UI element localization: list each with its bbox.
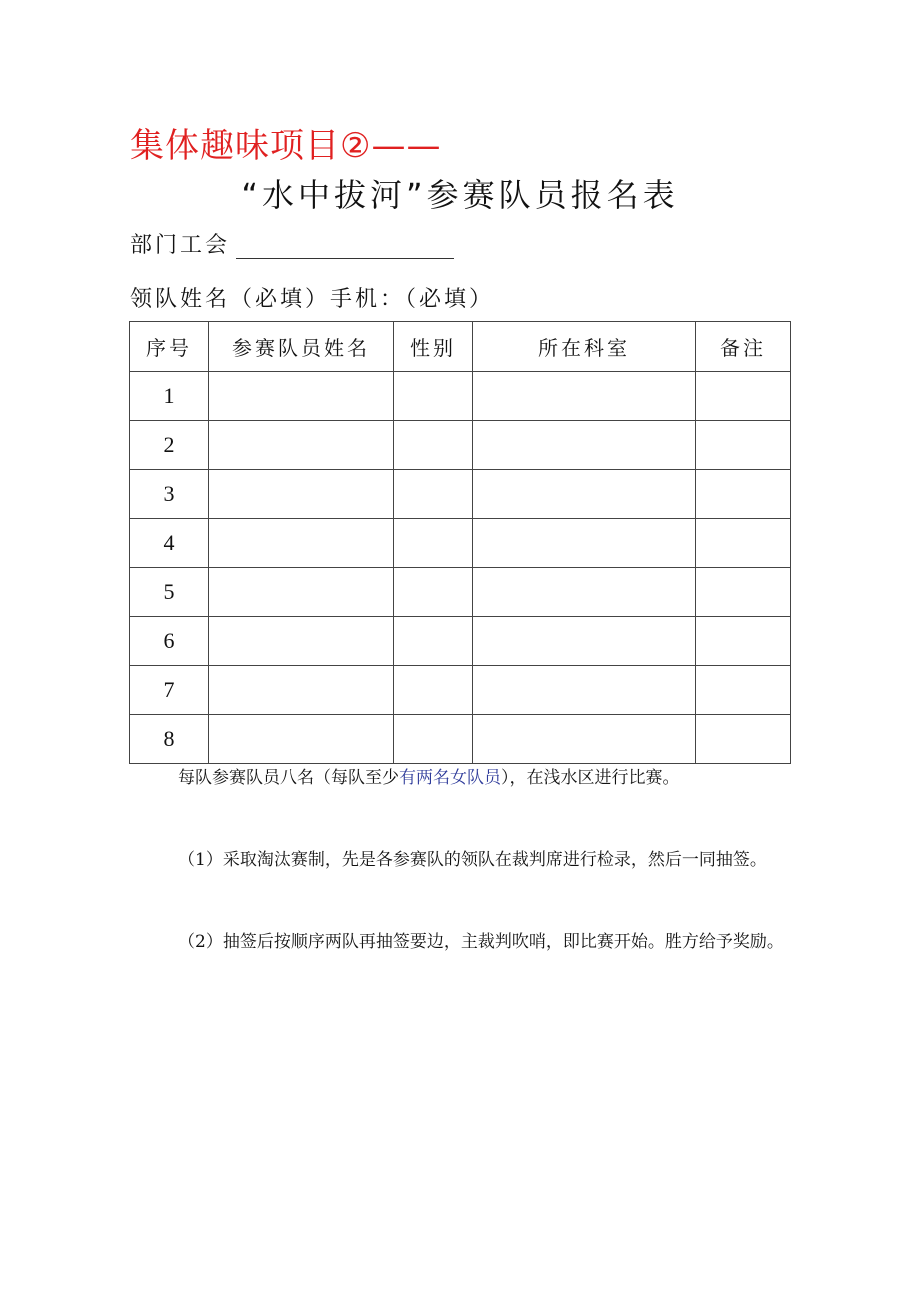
remarks-cell[interactable] <box>696 666 791 715</box>
remarks-cell[interactable] <box>696 470 791 519</box>
department-cell[interactable] <box>473 715 696 764</box>
department-cell[interactable] <box>473 568 696 617</box>
gender-cell[interactable] <box>394 519 473 568</box>
rule-text: 每队参赛队员八名（每队至少 <box>178 768 399 788</box>
name-cell[interactable] <box>209 666 394 715</box>
table-row <box>130 568 791 617</box>
rule-paragraph-elimination: （1）采取淘汰赛制，先是各参赛队的领队在裁判席进行检录，然后一同抽签。 <box>178 850 767 870</box>
row-number: 8 <box>130 715 209 764</box>
department-cell[interactable] <box>473 470 696 519</box>
table-row <box>130 421 791 470</box>
form-title: “水中拔河”参赛队员报名表 <box>241 176 679 214</box>
gender-cell[interactable] <box>394 617 473 666</box>
table-row <box>130 519 791 568</box>
name-cell[interactable] <box>209 519 394 568</box>
remarks-cell[interactable] <box>696 715 791 764</box>
row-number: 4 <box>130 519 209 568</box>
remarks-cell[interactable] <box>696 617 791 666</box>
section-heading: 集体趣味项目②—— <box>130 126 442 166</box>
rule-paragraph-team-size <box>130 758 808 798</box>
row-number: 3 <box>130 470 209 519</box>
name-cell[interactable] <box>209 421 394 470</box>
department-cell[interactable] <box>473 666 696 715</box>
remarks-cell[interactable] <box>696 568 791 617</box>
department-blank-line[interactable] <box>236 236 454 259</box>
rule-paragraph-draw: （2）抽签后按顺序两队再抽签要边，主裁判吹哨，即比赛开始。胜方给予奖励。 <box>178 932 784 952</box>
row-number: 6 <box>130 617 209 666</box>
name-cell[interactable] <box>209 715 394 764</box>
row-number: 5 <box>130 568 209 617</box>
gender-cell[interactable] <box>394 715 473 764</box>
gender-cell[interactable] <box>394 666 473 715</box>
gender-cell[interactable] <box>394 372 473 421</box>
table-row <box>130 666 791 715</box>
gender-cell[interactable] <box>394 470 473 519</box>
name-cell[interactable] <box>209 617 394 666</box>
table-row <box>130 715 791 764</box>
department-label: 部门工会 <box>130 233 231 258</box>
header-remarks: 备注 <box>696 322 791 372</box>
row-number: 1 <box>130 372 209 421</box>
header-department: 所在科室 <box>473 322 696 372</box>
table-header-row <box>130 322 791 372</box>
row-number: 7 <box>130 666 209 715</box>
table-row <box>130 617 791 666</box>
table-row <box>130 470 791 519</box>
department-cell[interactable] <box>473 617 696 666</box>
row-number: 2 <box>130 421 209 470</box>
header-gender: 性别 <box>394 322 473 372</box>
department-cell[interactable] <box>473 372 696 421</box>
department-field <box>130 228 454 259</box>
name-cell[interactable] <box>209 372 394 421</box>
rule-highlight: 有两名女队员 <box>399 768 501 788</box>
remarks-cell[interactable] <box>696 519 791 568</box>
table-row <box>130 372 791 421</box>
registration-table <box>129 321 791 764</box>
department-cell[interactable] <box>473 421 696 470</box>
name-cell[interactable] <box>209 568 394 617</box>
leader-line: 领队姓名（必填）手机：（必填） <box>130 287 495 312</box>
gender-cell[interactable] <box>394 568 473 617</box>
remarks-cell[interactable] <box>696 421 791 470</box>
header-name: 参赛队员姓名 <box>209 322 394 372</box>
header-index: 序号 <box>130 322 209 372</box>
name-cell[interactable] <box>209 470 394 519</box>
department-cell[interactable] <box>473 519 696 568</box>
remarks-cell[interactable] <box>696 372 791 421</box>
rule-text: ），在浅水区进行比赛。 <box>501 768 680 788</box>
gender-cell[interactable] <box>394 421 473 470</box>
